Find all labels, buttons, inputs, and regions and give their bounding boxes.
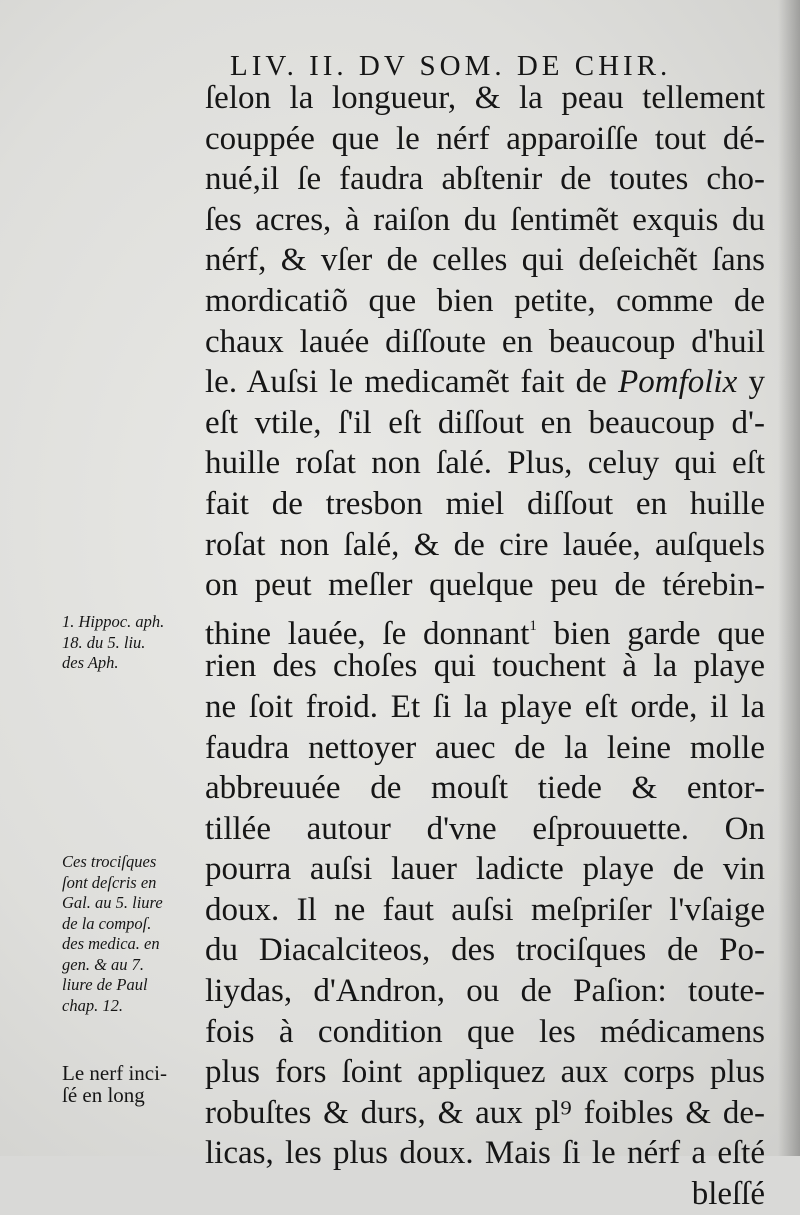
text-line: huille roſat non ſalé. Plus, celuy qui eſt (205, 445, 765, 482)
text-segment: y (737, 364, 766, 401)
note-line: Le nerf inci- (62, 1061, 167, 1085)
text-segment: bien garde que (536, 615, 765, 652)
text-line: eſt vtile, ſ'il eſt diſſout en beaucoup d'- (205, 404, 765, 441)
note-line: 1. Hippoc. aph. (62, 612, 165, 631)
note-line: de la compoſ. (62, 913, 152, 933)
note-line: des Aph. (62, 653, 119, 672)
text-line: abbreuuée de mouſt tiede & entor- (205, 770, 765, 807)
italic-term: Pomfolix (618, 364, 738, 401)
note-line: 18. du 5. liu. (62, 632, 146, 652)
text-line: liydas, d'Andron, ou de Paſion: toute- (205, 973, 765, 1010)
text-line: nérf, & vſer de celles qui deſeichẽt ſans (205, 242, 765, 279)
text-line: roſat non ſalé, & de cire lauée, auſquels (205, 526, 765, 563)
text-line: nué,il ſe faudra abſtenir de toutes cho- (205, 161, 765, 198)
text-line: du Diacalciteos, des trociſques de Po- (205, 932, 765, 969)
margin-note-nerf (62, 1062, 212, 1106)
note-line: chap. 12. (62, 995, 123, 1015)
page-spine-shadow (778, 0, 800, 1156)
text-line: tillée autour d'vne eſprouuette. On (205, 810, 765, 847)
text-segment: le. Auſsi le medicamẽt fait de (205, 364, 619, 401)
note-line: des medica. en (62, 934, 160, 953)
text-line: robuſtes & durs, & aux pl⁹ foibles & de- (205, 1094, 765, 1131)
text-line: on peut meſler quelque peu de térebin- (205, 567, 765, 604)
text-line: ſes acres, à raiſon du ſentimẽt exquis du (205, 201, 765, 238)
margin-note-hippocrates (62, 612, 212, 674)
text-line (205, 362, 765, 403)
footnote-marker: 1 (529, 617, 537, 634)
body-text (205, 78, 765, 1215)
running-header: LIV. II. DV SOM. DE CHIR. (230, 50, 672, 82)
note-line: gen. & au 7. (62, 954, 145, 974)
note-line: ſont deſcris en (62, 872, 157, 892)
text-line: fois à condition que les médicamens (205, 1013, 765, 1050)
text-line: ſelon la longueur, & la peau tellement (205, 80, 765, 116)
text-line: couppée que le nérf apparoiſſe tout dé- (205, 120, 765, 157)
text-line: mordicatiõ que bien petite, comme de (205, 282, 765, 319)
text-segment: thine lauée, ſe donnant (205, 615, 530, 652)
text-line: plus fors ſoint appliquez aux corps plus (205, 1054, 765, 1091)
text-line: rien des choſes qui touchent à la playe (205, 648, 765, 685)
text-line: chaux lauée diſſoute en beaucoup d'huil (205, 323, 765, 360)
margin-note-trocisques (62, 852, 212, 1016)
note-line: ſé en long (62, 1083, 145, 1107)
note-line: Ces trociſques (62, 852, 157, 871)
text-line: faudra nettoyer auec de la leine molle (205, 729, 765, 766)
text-line: ne ſoit froid. Et ſi la playe eſt orde, il la (205, 688, 765, 725)
note-line: Gal. au 5. liure (62, 893, 163, 912)
text-line: fait de tresbon miel diſſout en huille (205, 485, 765, 522)
text-line: pourra auſsi lauer ladicte playe de vin (205, 851, 765, 888)
text-line (205, 606, 765, 652)
text-line: licas, les plus doux. Mais ſi le nérf a eſté (205, 1135, 765, 1172)
note-line: liure de Paul (62, 975, 148, 994)
catchword: bleſſé (691, 1176, 765, 1213)
text-line: doux. Il ne faut auſsi meſpriſer l'vſaige (205, 891, 765, 928)
